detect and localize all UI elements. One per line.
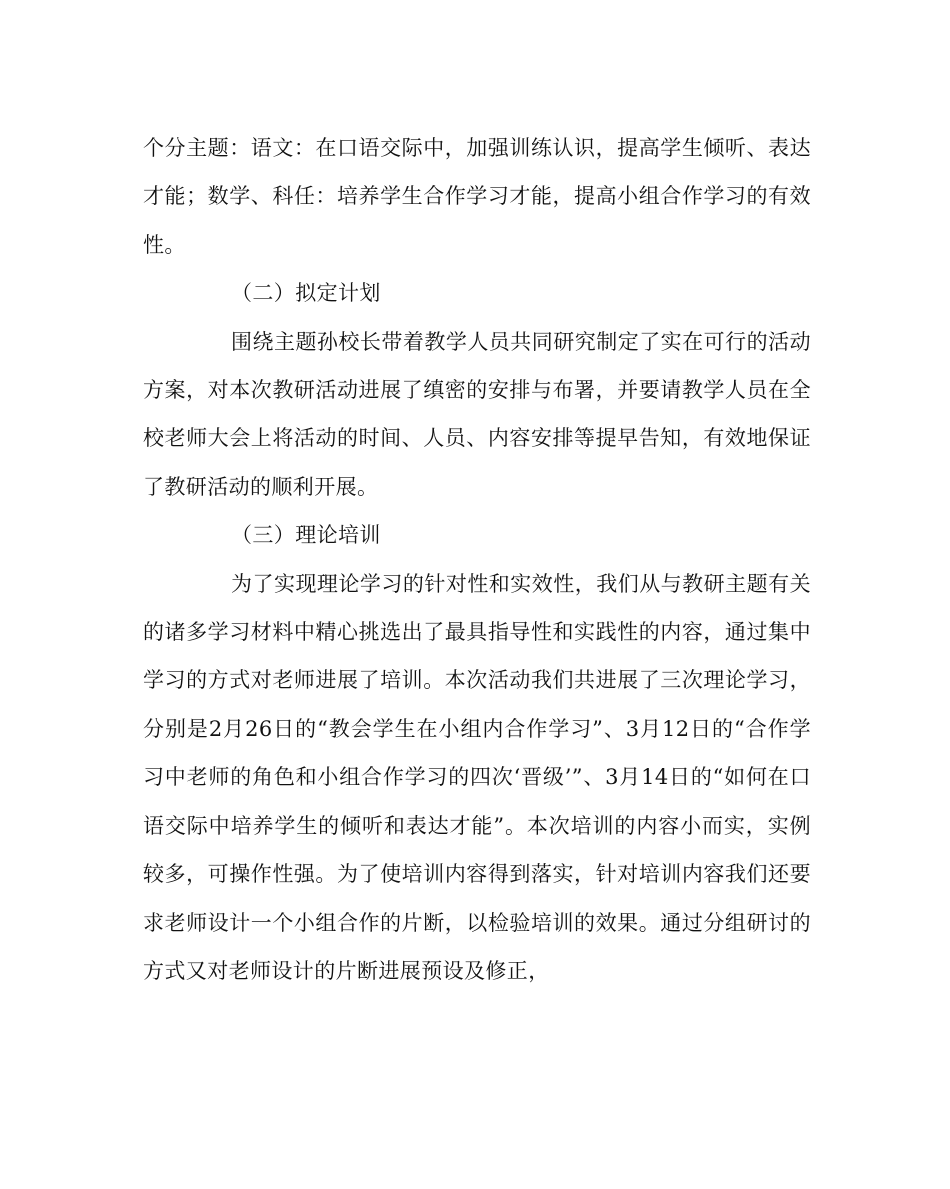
paragraph-themes: 个分主题：语文：在口语交际中，加强训练认识，提高学生倾听、表达才能；数学、科任：培养学生合作学习才能，提高小组合作学习的有效性。 <box>143 136 811 257</box>
section-heading-theory-training: （三）理论培训 <box>231 523 381 548</box>
section-heading-plan: （二）拟定计划 <box>231 281 381 306</box>
paragraph-plan: 围绕主题孙校长带着教学人员共同研究制定了实在可行的活动方案，对本次教研活动进展了缜密的安排与布署，并要请教学人员在全校老师大会上将活动的时间、人员、内容安排等提早告知，有效地保证了教研活动的顺利开展。 <box>143 329 811 499</box>
document-body <box>143 124 811 995</box>
paragraph-theory-training: 为了实现理论学习的针对性和实效性，我们从与教研主题有关的诸多学习材料中精心挑选出了最具指导性和实践性的内容，通过集中学习的方式对老师进展了培训。本次活动我们共进展了三次理论学习，分别是2月26日的“教会学生在小组内合作学习”、3月12日的“合作学习中老师的角色和小组合作学习的四次‘晋级’”、3月14日的“如何在口语交际中培养学生的倾听和表达才能”。本次培训的内容小而实，实例较多，可操作性强。为了使培训内容得到落实，针对培训内容我们还要求老师设计一个小组合作的片断，以检验培训的效果。通过分组研讨的方式又对老师设计的片断进展预设及修正， <box>143 571 811 983</box>
